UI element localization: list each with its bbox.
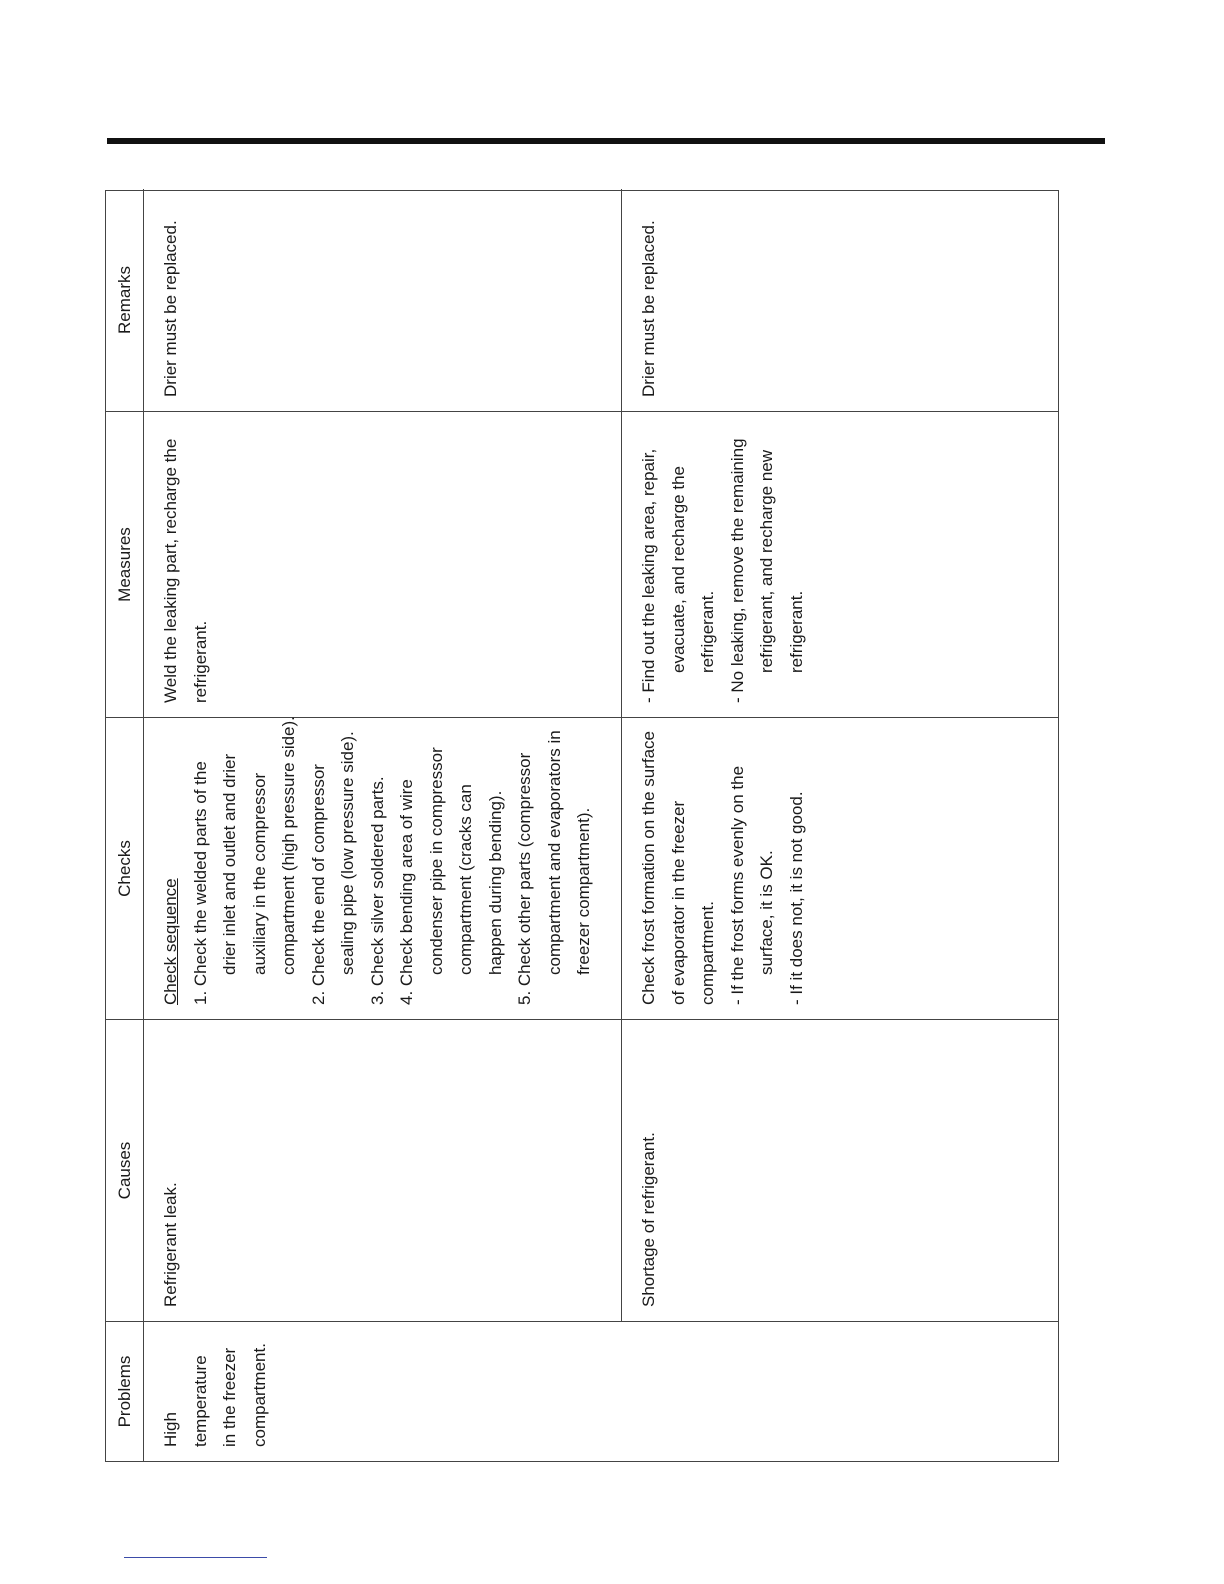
check-line: sealing pipe (low pressure side). — [338, 731, 357, 975]
header-problems: Problems — [106, 1321, 144, 1461]
measure-line: refrigerant. — [698, 590, 717, 673]
check-line: compartment and evaporators in — [544, 730, 564, 975]
check-line: - If it does not, it is not good. — [786, 791, 806, 1005]
measure-line: - No leaking, remove the remaining — [727, 438, 747, 703]
check-line: compartment. — [698, 901, 717, 1005]
check-line: happen during bending). — [485, 790, 505, 975]
header-checks: Checks — [106, 717, 144, 1019]
check-line: of evaporator in the freezer — [668, 800, 688, 1005]
check-line: 2. Check the end of compressor — [308, 764, 328, 1005]
cause-text: Shortage of refrigerant. — [639, 1132, 658, 1307]
remarks-cell — [622, 189, 1058, 411]
checks-cell — [144, 717, 622, 1019]
check-line: surface, it is OK. — [757, 850, 776, 975]
measure-line: - Find out the leaking area, repair, — [639, 448, 658, 703]
problem-cell — [144, 1321, 1058, 1461]
check-line: auxiliary in the compressor — [249, 772, 269, 975]
measure-line: Weld the leaking part, recharge the — [161, 438, 180, 703]
checks-title: Check sequence — [161, 878, 180, 1005]
cause-text: Refrigerant leak. — [161, 1182, 180, 1307]
remark-text: Drier must be replaced. — [161, 220, 180, 397]
header-measures: Measures — [106, 411, 144, 717]
check-line: 3. Check silver soldered parts. — [367, 776, 387, 1005]
problem-line: temperature — [190, 1355, 210, 1447]
check-line: 1. Check the welded parts of the — [190, 761, 210, 1005]
check-line: compartment (high pressure side). — [279, 716, 298, 975]
cause-cell — [622, 1019, 1058, 1321]
header-remarks: Remarks — [106, 189, 144, 411]
footer-link-underline — [124, 1557, 267, 1558]
measures-cell — [144, 411, 622, 717]
measure-line: refrigerant. — [786, 590, 806, 673]
problem-line: compartment. — [249, 1343, 269, 1447]
cause-cell — [144, 1019, 622, 1321]
measures-cell — [622, 411, 1058, 717]
header-causes: Causes — [106, 1019, 144, 1321]
measure-line: evacuate, and recharge the — [668, 466, 688, 673]
measure-line: refrigerant. — [190, 620, 210, 703]
remark-text: Drier must be replaced. — [639, 220, 658, 397]
problem-line: High — [161, 1412, 180, 1447]
check-line: freezer compartment). — [574, 807, 593, 975]
check-line: Check frost formation on the surface — [639, 730, 658, 1005]
check-line: drier inlet and outlet and drier — [220, 753, 239, 975]
check-line: 4. Check bending area of wire — [397, 779, 416, 1005]
check-line: 5. Check other parts (compressor — [515, 752, 534, 1005]
check-line: - If the frost forms evenly on the — [727, 765, 747, 1005]
problem-line: in the freezer — [220, 1347, 239, 1447]
remarks-cell — [144, 189, 622, 411]
troubleshooting-table — [105, 190, 1059, 1462]
measure-line: refrigerant, and recharge new — [757, 449, 776, 673]
checks-cell — [622, 717, 1058, 1019]
check-line: compartment (cracks can — [456, 784, 475, 975]
check-line: condenser pipe in compressor — [426, 747, 446, 975]
header-rule — [107, 138, 1105, 144]
